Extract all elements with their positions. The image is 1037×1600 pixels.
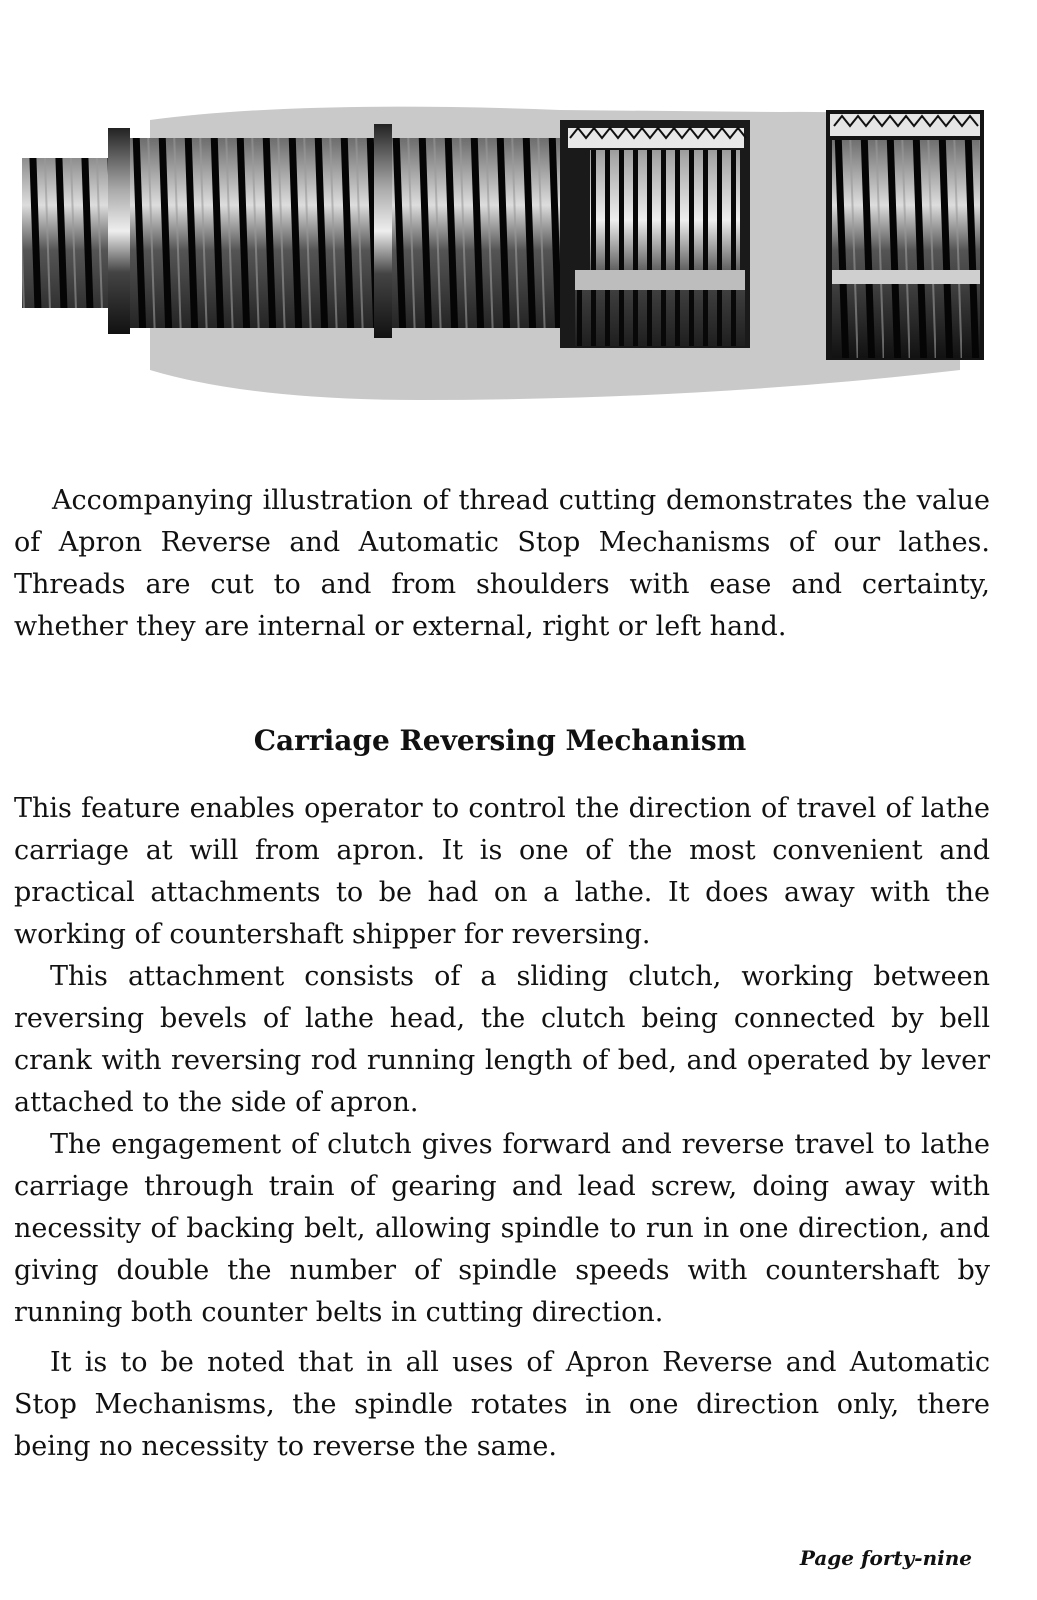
section-heading: Carriage Reversing Mechanism: [253, 724, 747, 757]
section-body: [14, 788, 990, 1468]
intro-text: Accompanying illustration of thread cutting demonstrates the value of Apron Reverse and Automatic Stop Mechanisms of our lathes. Threads are cut to and from shoulders with ease and certainty, whether they are internal or external, right or left hand.: [14, 485, 990, 642]
body-paragraph: It is to be noted that in all uses of Apron Reverse and Automatic Stop Mechanisms, the spindle rotates in one direction only, there being no necessity to reverse the same.: [14, 1347, 990, 1462]
threaded-parts-illustration: [0, 70, 1037, 430]
body-paragraph: The engagement of clutch gives forward and reverse travel to lathe carriage through train of gearing and lead screw, doing away with necessity of backing belt, allowing spindle to run in one direction, and giving double the number of spindle speeds with countershaft by running both counter belts in cutting direction.: [14, 1129, 990, 1328]
body-paragraph: This attachment consists of a sliding clutch, working between reversing bevels of lathe head, the clutch being connected by bell crank with reversing rod running length of bed, and operated by lever attached to the side of apron.: [14, 961, 990, 1118]
intro-paragraph: [14, 480, 990, 648]
page-number: Page forty-nine: [799, 1546, 972, 1570]
body-paragraph: This feature enables operator to control the direction of travel of lathe carriage at will from apron. It is one of the most convenient and practical attachments to be had on a lathe. It does away with the working of countershaft shipper for reversing.: [14, 793, 990, 950]
